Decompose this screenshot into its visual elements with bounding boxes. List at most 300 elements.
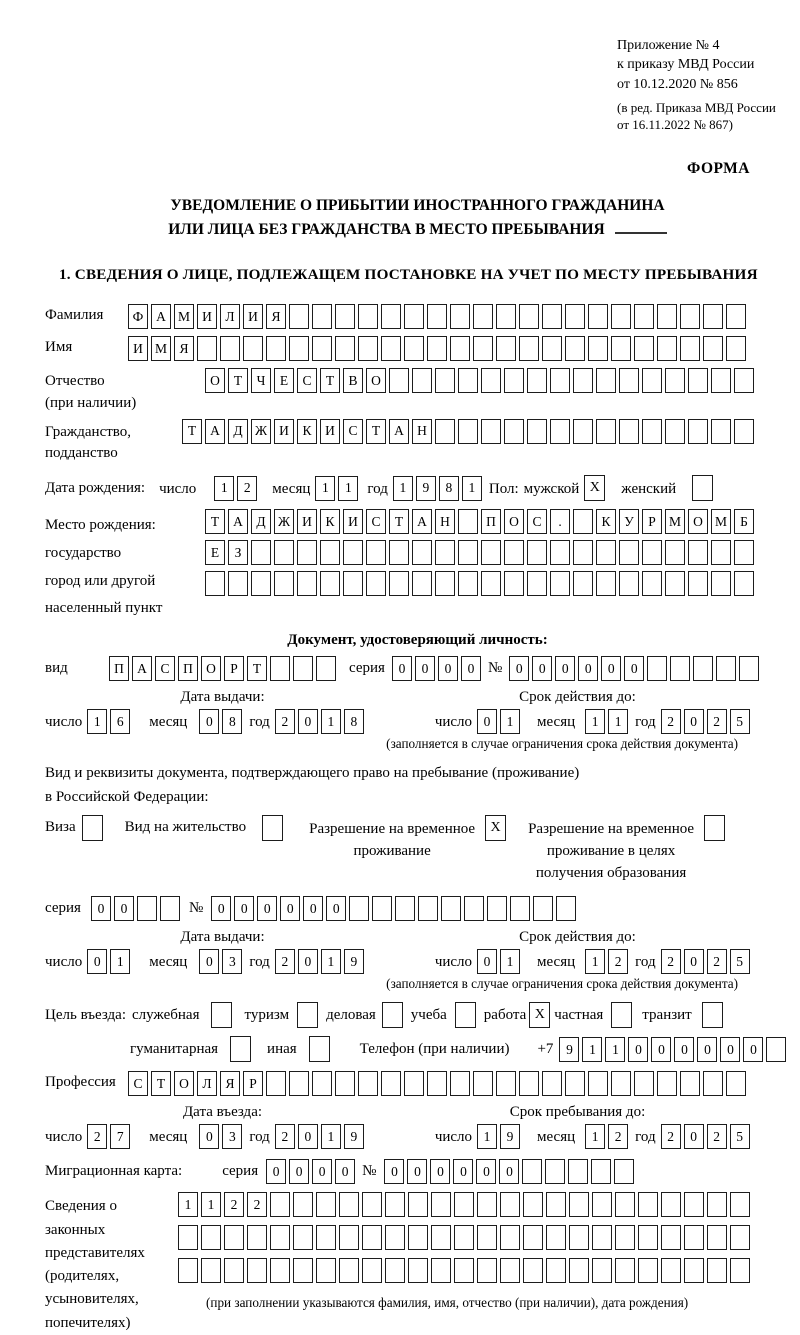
representatives-line1-input[interactable] [178, 1192, 753, 1217]
char-box[interactable]: С [343, 419, 363, 444]
char-box[interactable] [293, 1192, 313, 1217]
char-box[interactable]: Р [243, 1071, 263, 1096]
char-box[interactable]: 0 [384, 1159, 404, 1184]
char-box[interactable]: П [109, 656, 129, 681]
char-box[interactable]: О [366, 368, 386, 393]
char-box[interactable] [504, 571, 524, 596]
char-box[interactable] [458, 419, 478, 444]
char-box[interactable]: М [665, 509, 685, 534]
char-box[interactable]: 1 [110, 949, 130, 974]
stay-day-input[interactable] [477, 1124, 523, 1149]
char-box[interactable]: Б [734, 509, 754, 534]
char-box[interactable]: 9 [416, 476, 436, 501]
char-box[interactable] [297, 540, 317, 565]
char-box[interactable] [316, 1225, 336, 1250]
char-box[interactable] [228, 571, 248, 596]
char-box[interactable] [320, 540, 340, 565]
char-box[interactable]: И [343, 509, 363, 534]
temp-residence-checkbox[interactable]: X [485, 815, 506, 841]
char-box[interactable] [358, 304, 378, 329]
char-box[interactable]: 2 [661, 949, 681, 974]
char-box[interactable]: 1 [321, 1124, 341, 1149]
char-box[interactable]: 0 [298, 1124, 318, 1149]
migration-series-input[interactable] [266, 1159, 358, 1184]
char-box[interactable] [519, 1071, 539, 1096]
char-box[interactable] [611, 1071, 631, 1096]
char-box[interactable]: 1 [585, 1124, 605, 1149]
char-box[interactable]: О [174, 1071, 194, 1096]
char-box[interactable] [611, 336, 631, 361]
char-box[interactable] [427, 304, 447, 329]
char-box[interactable] [464, 896, 484, 921]
char-box[interactable] [458, 540, 478, 565]
doc-series-input[interactable] [392, 656, 484, 681]
char-box[interactable]: С [366, 509, 386, 534]
char-box[interactable] [730, 1225, 750, 1250]
char-box[interactable]: 0 [280, 896, 300, 921]
char-box[interactable] [201, 1258, 221, 1283]
char-box[interactable] [596, 571, 616, 596]
char-box[interactable]: 1 [201, 1192, 221, 1217]
char-box[interactable]: И [297, 509, 317, 534]
char-box[interactable] [450, 1071, 470, 1096]
char-box[interactable] [362, 1192, 382, 1217]
char-box[interactable] [642, 540, 662, 565]
char-box[interactable] [289, 304, 309, 329]
char-box[interactable] [519, 336, 539, 361]
birthplace-line3-input[interactable] [205, 571, 757, 596]
char-box[interactable] [412, 540, 432, 565]
char-box[interactable] [385, 1258, 405, 1283]
char-box[interactable] [404, 304, 424, 329]
stay-year-input[interactable] [661, 1124, 753, 1149]
male-checkbox[interactable]: X [584, 475, 605, 501]
char-box[interactable] [734, 540, 754, 565]
char-box[interactable]: Е [205, 540, 225, 565]
char-box[interactable] [569, 1192, 589, 1217]
char-box[interactable] [730, 1258, 750, 1283]
char-box[interactable]: У [619, 509, 639, 534]
char-box[interactable] [270, 1192, 290, 1217]
char-box[interactable] [716, 656, 736, 681]
char-box[interactable] [550, 571, 570, 596]
char-box[interactable] [381, 1071, 401, 1096]
valid-month-input[interactable] [585, 709, 631, 734]
char-box[interactable] [293, 1225, 313, 1250]
char-box[interactable] [766, 1037, 786, 1062]
char-box[interactable] [431, 1192, 451, 1217]
residence-issue-month-input[interactable] [199, 949, 245, 974]
char-box[interactable] [458, 368, 478, 393]
char-box[interactable] [450, 336, 470, 361]
char-box[interactable] [519, 304, 539, 329]
char-box[interactable]: 1 [477, 1124, 497, 1149]
char-box[interactable]: И [320, 419, 340, 444]
residence-series-input[interactable] [91, 896, 183, 921]
char-box[interactable] [523, 1258, 543, 1283]
char-box[interactable]: О [688, 509, 708, 534]
char-box[interactable] [550, 540, 570, 565]
char-box[interactable] [358, 1071, 378, 1096]
char-box[interactable] [270, 1258, 290, 1283]
char-box[interactable]: С [297, 368, 317, 393]
char-box[interactable]: 0 [312, 1159, 332, 1184]
char-box[interactable] [670, 656, 690, 681]
valid-day-input[interactable] [477, 709, 523, 734]
char-box[interactable]: 0 [199, 1124, 219, 1149]
char-box[interactable]: 2 [707, 709, 727, 734]
char-box[interactable]: 2 [87, 1124, 107, 1149]
char-box[interactable] [431, 1225, 451, 1250]
char-box[interactable] [523, 1225, 543, 1250]
char-box[interactable] [592, 1192, 612, 1217]
purpose-private-checkbox[interactable] [611, 1002, 632, 1028]
char-box[interactable] [297, 571, 317, 596]
char-box[interactable] [565, 336, 585, 361]
char-box[interactable]: 2 [275, 949, 295, 974]
char-box[interactable] [665, 368, 685, 393]
char-box[interactable] [527, 571, 547, 596]
char-box[interactable] [339, 1225, 359, 1250]
char-box[interactable]: 0 [578, 656, 598, 681]
char-box[interactable] [707, 1225, 727, 1250]
char-box[interactable]: 0 [697, 1037, 717, 1062]
char-box[interactable]: Т [389, 509, 409, 534]
char-box[interactable] [665, 540, 685, 565]
char-box[interactable] [569, 1258, 589, 1283]
char-box[interactable] [504, 368, 524, 393]
char-box[interactable] [289, 1071, 309, 1096]
char-box[interactable]: 1 [585, 949, 605, 974]
char-box[interactable] [500, 1225, 520, 1250]
char-box[interactable] [703, 1071, 723, 1096]
char-box[interactable]: 1 [214, 476, 234, 501]
char-box[interactable] [458, 571, 478, 596]
residence-permit-checkbox[interactable] [262, 815, 283, 841]
char-box[interactable] [684, 1225, 704, 1250]
char-box[interactable] [522, 1159, 542, 1184]
char-box[interactable]: 9 [500, 1124, 520, 1149]
char-box[interactable] [389, 571, 409, 596]
char-box[interactable] [266, 1071, 286, 1096]
char-box[interactable] [542, 336, 562, 361]
char-box[interactable]: 5 [730, 1124, 750, 1149]
char-box[interactable] [542, 1071, 562, 1096]
char-box[interactable] [661, 1192, 681, 1217]
char-box[interactable]: 9 [559, 1037, 579, 1062]
char-box[interactable] [487, 896, 507, 921]
char-box[interactable] [270, 1225, 290, 1250]
char-box[interactable] [569, 1225, 589, 1250]
char-box[interactable]: 1 [585, 709, 605, 734]
char-box[interactable]: 0 [430, 1159, 450, 1184]
char-box[interactable] [481, 571, 501, 596]
birthplace-line1-input[interactable] [205, 509, 757, 534]
birthplace-line2-input[interactable] [205, 540, 757, 565]
char-box[interactable] [707, 1192, 727, 1217]
char-box[interactable]: 0 [438, 656, 458, 681]
char-box[interactable] [362, 1225, 382, 1250]
char-box[interactable] [160, 896, 180, 921]
char-box[interactable] [680, 336, 700, 361]
char-box[interactable] [688, 540, 708, 565]
char-box[interactable] [703, 304, 723, 329]
char-box[interactable]: 0 [453, 1159, 473, 1184]
char-box[interactable] [477, 1258, 497, 1283]
char-box[interactable]: 0 [555, 656, 575, 681]
char-box[interactable] [615, 1192, 635, 1217]
char-box[interactable]: 0 [114, 896, 134, 921]
char-box[interactable] [739, 656, 759, 681]
char-box[interactable]: 1 [462, 476, 482, 501]
char-box[interactable]: 7 [110, 1124, 130, 1149]
char-box[interactable] [527, 368, 547, 393]
char-box[interactable] [335, 1071, 355, 1096]
char-box[interactable]: М [174, 304, 194, 329]
char-box[interactable] [588, 336, 608, 361]
char-box[interactable]: 8 [222, 709, 242, 734]
char-box[interactable] [339, 1192, 359, 1217]
char-box[interactable]: 2 [661, 1124, 681, 1149]
char-box[interactable] [665, 419, 685, 444]
char-box[interactable]: 8 [439, 476, 459, 501]
char-box[interactable] [615, 1225, 635, 1250]
char-box[interactable]: Ж [274, 509, 294, 534]
char-box[interactable] [661, 1258, 681, 1283]
char-box[interactable] [573, 540, 593, 565]
char-box[interactable] [661, 1225, 681, 1250]
birth-month-input[interactable] [315, 476, 361, 501]
char-box[interactable]: К [320, 509, 340, 534]
char-box[interactable]: 0 [628, 1037, 648, 1062]
char-box[interactable]: А [389, 419, 409, 444]
char-box[interactable] [473, 336, 493, 361]
purpose-business-checkbox[interactable] [382, 1002, 403, 1028]
char-box[interactable] [312, 336, 332, 361]
char-box[interactable] [251, 571, 271, 596]
char-box[interactable] [435, 540, 455, 565]
representatives-line3-input[interactable] [178, 1258, 753, 1283]
char-box[interactable] [657, 304, 677, 329]
char-box[interactable]: О [504, 509, 524, 534]
char-box[interactable] [224, 1258, 244, 1283]
char-box[interactable] [201, 1225, 221, 1250]
char-box[interactable]: 5 [730, 949, 750, 974]
char-box[interactable]: 0 [289, 1159, 309, 1184]
char-box[interactable] [320, 571, 340, 596]
char-box[interactable] [657, 336, 677, 361]
char-box[interactable] [588, 304, 608, 329]
char-box[interactable]: Р [642, 509, 662, 534]
char-box[interactable] [642, 368, 662, 393]
char-box[interactable]: Т [205, 509, 225, 534]
char-box[interactable]: 2 [247, 1192, 267, 1217]
char-box[interactable] [412, 368, 432, 393]
char-box[interactable] [734, 368, 754, 393]
char-box[interactable]: 0 [476, 1159, 496, 1184]
char-box[interactable]: И [197, 304, 217, 329]
char-box[interactable] [500, 1192, 520, 1217]
char-box[interactable]: 2 [275, 709, 295, 734]
char-box[interactable]: В [343, 368, 363, 393]
char-box[interactable] [389, 368, 409, 393]
char-box[interactable]: Т [228, 368, 248, 393]
char-box[interactable] [335, 304, 355, 329]
char-box[interactable]: И [243, 304, 263, 329]
char-box[interactable] [730, 1192, 750, 1217]
char-box[interactable]: 0 [461, 656, 481, 681]
char-box[interactable] [573, 419, 593, 444]
char-box[interactable]: Т [182, 419, 202, 444]
char-box[interactable]: 8 [344, 709, 364, 734]
char-box[interactable] [591, 1159, 611, 1184]
char-box[interactable]: 1 [315, 476, 335, 501]
char-box[interactable] [381, 304, 401, 329]
char-box[interactable]: 0 [743, 1037, 763, 1062]
char-box[interactable] [335, 336, 355, 361]
purpose-official-checkbox[interactable] [211, 1002, 232, 1028]
char-box[interactable]: З [228, 540, 248, 565]
char-box[interactable]: 0 [674, 1037, 694, 1062]
char-box[interactable]: Л [220, 304, 240, 329]
char-box[interactable]: 0 [509, 656, 529, 681]
char-box[interactable] [642, 571, 662, 596]
char-box[interactable] [362, 1258, 382, 1283]
purpose-other-checkbox[interactable] [309, 1036, 330, 1062]
char-box[interactable] [270, 656, 290, 681]
char-box[interactable] [619, 540, 639, 565]
char-box[interactable]: 0 [532, 656, 552, 681]
char-box[interactable]: П [178, 656, 198, 681]
char-box[interactable] [481, 540, 501, 565]
char-box[interactable] [220, 336, 240, 361]
char-box[interactable] [137, 896, 157, 921]
char-box[interactable] [647, 656, 667, 681]
name-input[interactable] [128, 336, 749, 361]
char-box[interactable] [473, 1071, 493, 1096]
char-box[interactable]: Я [174, 336, 194, 361]
char-box[interactable] [454, 1192, 474, 1217]
char-box[interactable] [504, 419, 524, 444]
char-box[interactable]: 0 [298, 949, 318, 974]
char-box[interactable] [473, 304, 493, 329]
char-box[interactable] [565, 304, 585, 329]
char-box[interactable] [427, 1071, 447, 1096]
char-box[interactable] [477, 1225, 497, 1250]
female-checkbox[interactable] [692, 475, 713, 501]
char-box[interactable]: Т [151, 1071, 171, 1096]
char-box[interactable]: 1 [87, 709, 107, 734]
entry-day-input[interactable] [87, 1124, 133, 1149]
char-box[interactable] [205, 571, 225, 596]
residence-valid-year-input[interactable] [661, 949, 753, 974]
char-box[interactable] [477, 1192, 497, 1217]
char-box[interactable] [619, 419, 639, 444]
char-box[interactable] [274, 571, 294, 596]
char-box[interactable] [408, 1225, 428, 1250]
char-box[interactable]: О [205, 368, 225, 393]
char-box[interactable]: 0 [266, 1159, 286, 1184]
char-box[interactable] [366, 571, 386, 596]
char-box[interactable]: 2 [237, 476, 257, 501]
char-box[interactable] [496, 336, 516, 361]
char-box[interactable] [711, 368, 731, 393]
residence-issue-day-input[interactable] [87, 949, 133, 974]
residence-valid-day-input[interactable] [477, 949, 523, 974]
temp-residence-edu-checkbox[interactable] [704, 815, 725, 841]
char-box[interactable] [614, 1159, 634, 1184]
char-box[interactable]: С [155, 656, 175, 681]
char-box[interactable]: Ж [251, 419, 271, 444]
char-box[interactable]: Т [247, 656, 267, 681]
char-box[interactable] [542, 304, 562, 329]
phone-input[interactable] [559, 1037, 789, 1062]
char-box[interactable] [243, 336, 263, 361]
char-box[interactable] [550, 419, 570, 444]
char-box[interactable] [427, 336, 447, 361]
char-box[interactable] [638, 1225, 658, 1250]
char-box[interactable] [504, 540, 524, 565]
entry-year-input[interactable] [275, 1124, 367, 1149]
char-box[interactable]: 0 [624, 656, 644, 681]
entry-month-input[interactable] [199, 1124, 245, 1149]
valid-year-input[interactable] [661, 709, 753, 734]
char-box[interactable] [527, 540, 547, 565]
char-box[interactable]: С [527, 509, 547, 534]
representatives-line2-input[interactable] [178, 1225, 753, 1250]
birth-day-input[interactable] [214, 476, 260, 501]
char-box[interactable]: 0 [477, 709, 497, 734]
char-box[interactable] [638, 1192, 658, 1217]
char-box[interactable]: Д [251, 509, 271, 534]
char-box[interactable]: 3 [222, 949, 242, 974]
char-box[interactable]: А [132, 656, 152, 681]
char-box[interactable] [358, 336, 378, 361]
char-box[interactable] [197, 336, 217, 361]
char-box[interactable] [389, 540, 409, 565]
char-box[interactable]: 0 [91, 896, 111, 921]
char-box[interactable]: 1 [393, 476, 413, 501]
citizenship-input[interactable] [182, 419, 757, 444]
char-box[interactable] [343, 571, 363, 596]
char-box[interactable] [450, 304, 470, 329]
char-box[interactable]: 3 [222, 1124, 242, 1149]
surname-input[interactable] [128, 304, 749, 329]
char-box[interactable]: Ф [128, 304, 148, 329]
char-box[interactable]: 0 [199, 949, 219, 974]
migration-number-input[interactable] [384, 1159, 637, 1184]
char-box[interactable] [688, 419, 708, 444]
char-box[interactable] [224, 1225, 244, 1250]
char-box[interactable] [349, 896, 369, 921]
char-box[interactable]: 0 [199, 709, 219, 734]
char-box[interactable] [573, 368, 593, 393]
char-box[interactable] [481, 368, 501, 393]
char-box[interactable]: А [228, 509, 248, 534]
char-box[interactable] [688, 368, 708, 393]
char-box[interactable] [596, 419, 616, 444]
profession-input[interactable] [128, 1071, 749, 1096]
char-box[interactable]: М [711, 509, 731, 534]
issue-month-input[interactable] [199, 709, 245, 734]
char-box[interactable] [588, 1071, 608, 1096]
char-box[interactable] [523, 1192, 543, 1217]
char-box[interactable] [339, 1258, 359, 1283]
char-box[interactable] [619, 368, 639, 393]
char-box[interactable] [435, 419, 455, 444]
char-box[interactable] [565, 1071, 585, 1096]
char-box[interactable]: 1 [582, 1037, 602, 1062]
